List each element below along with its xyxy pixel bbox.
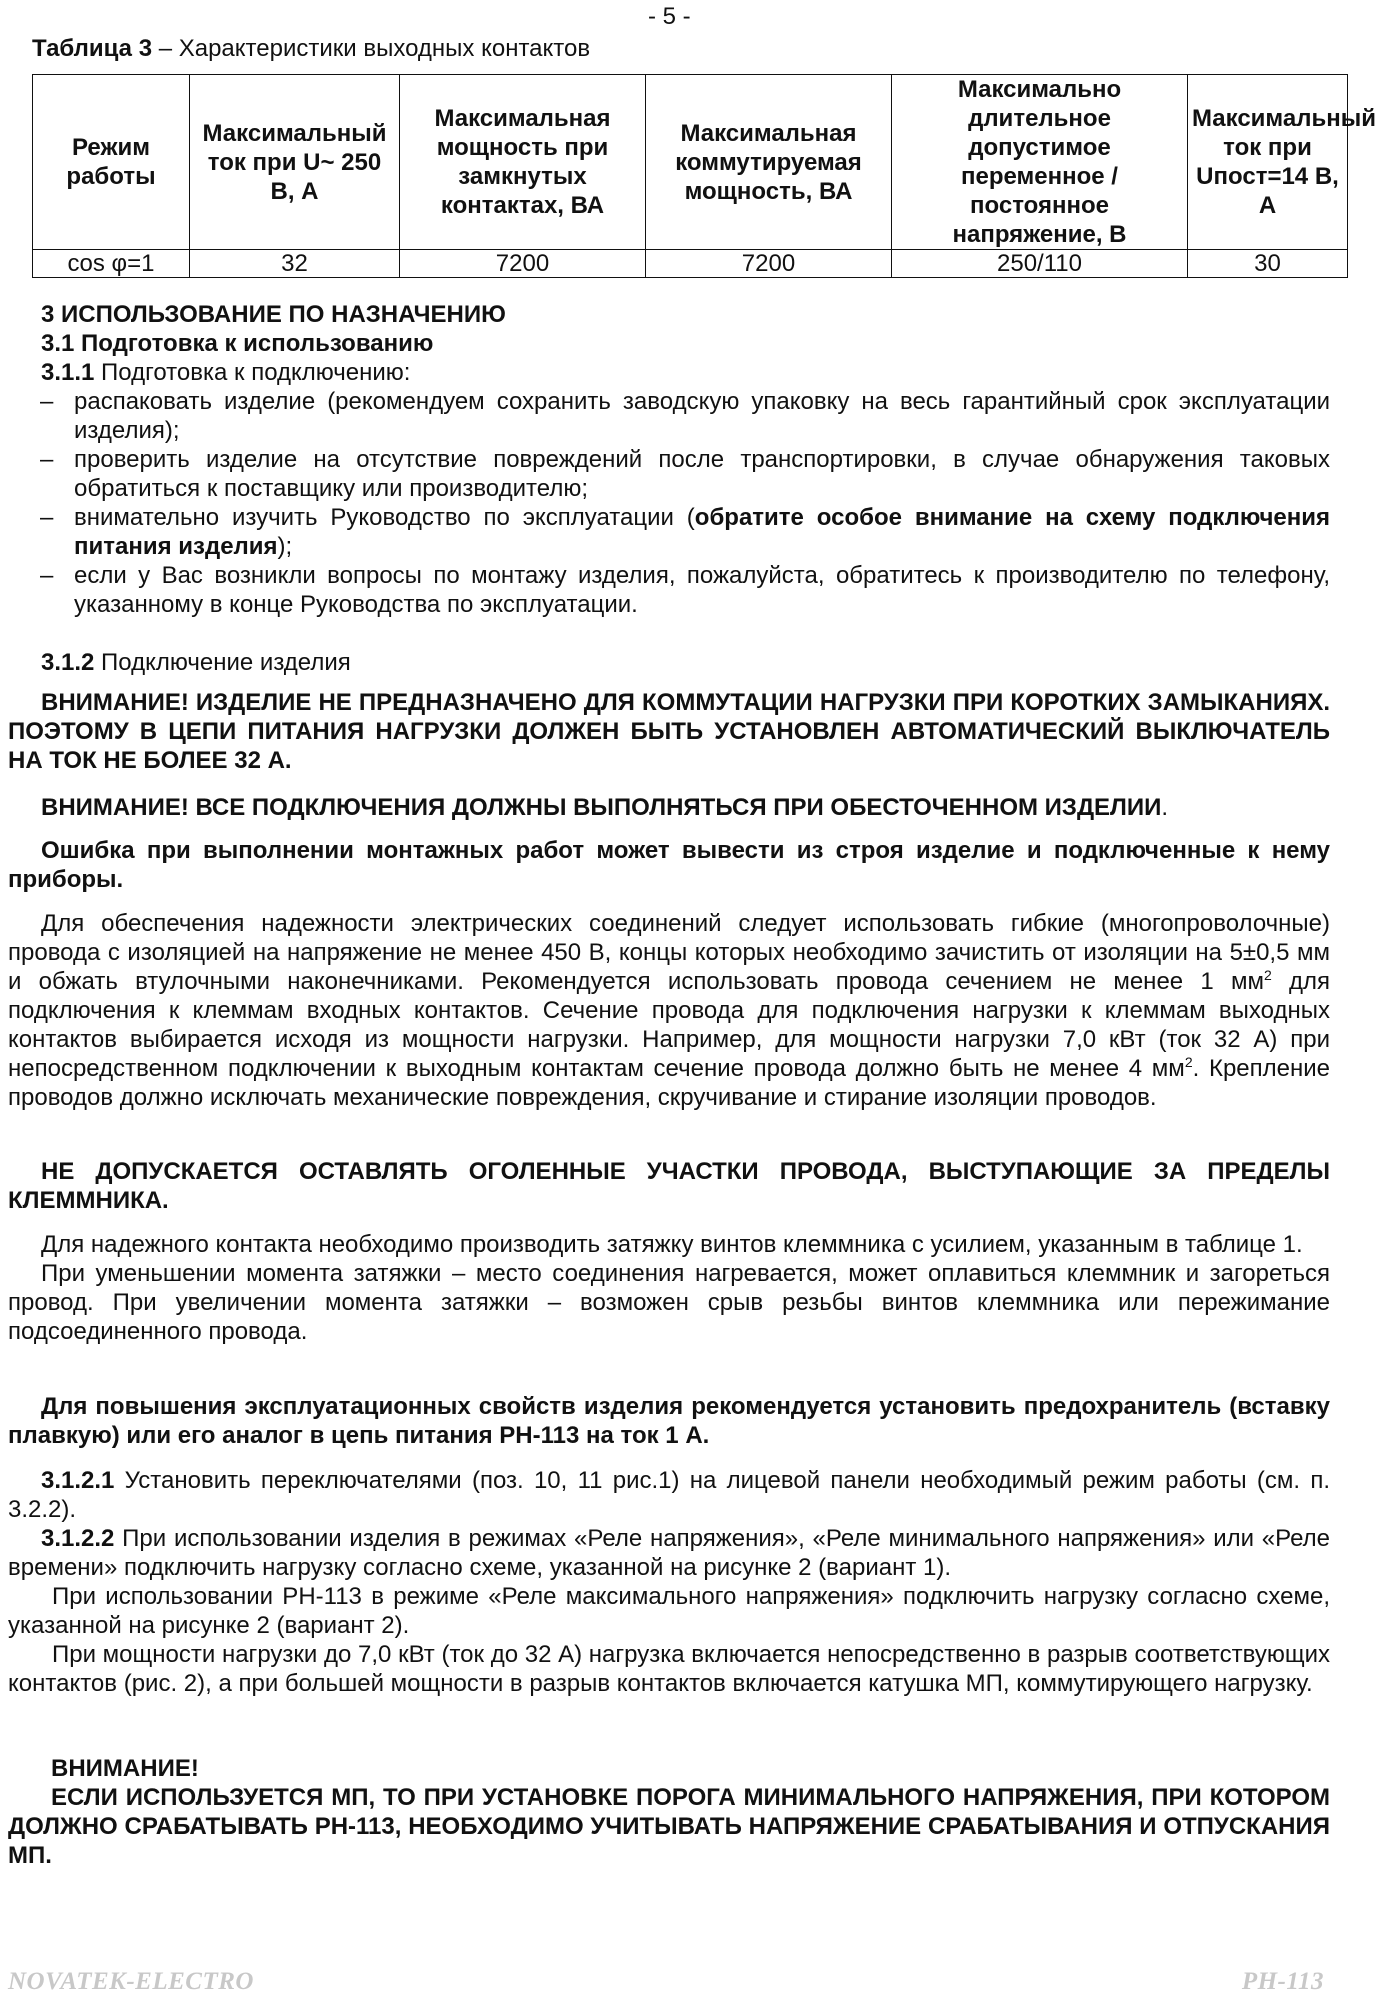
step-number: 3.1.2 [41, 649, 95, 676]
step-3-1-2 [8, 648, 1330, 677]
warning-end: . [1161, 794, 1169, 821]
warning-short-circuit [8, 688, 1330, 775]
list-item-text: ); [277, 533, 293, 560]
step-number: 3.1.1 [41, 359, 95, 386]
warning-text: Ошибка при выполнении монтажных работ может вывести из строя изделие и подключенные к нему приборы. [8, 837, 1330, 893]
table-row [33, 250, 1348, 278]
footer-model: РН-113 [1241, 1968, 1324, 1995]
table-caption-text: – Характеристики выходных контактов [152, 35, 591, 62]
list-item [8, 503, 1330, 561]
list-item-text: проверить изделие на отсутствие повреждений после транспортировки, в случае обнаружения таковых обратиться к поставщику или производителю; [74, 446, 1330, 502]
table-header-cell: Максимальный ток при U~ 250 В, А [190, 75, 400, 250]
table-cell: 32 [190, 250, 400, 278]
fuse-recommendation [8, 1392, 1330, 1450]
final-warning [8, 1754, 1330, 1870]
step-number: 3.1.2.2 [41, 1525, 115, 1552]
step-text: Установить переключателями (поз. 10, 11 рис.1) на лицевой панели необходимый режим работы (см. п. 3.2.2). [8, 1467, 1330, 1523]
paragraph-text: Для обеспечения надежности электрических соединений следует использовать гибкие (многопроволочные) провода с изоляцией на напряжение не менее 450 В, концы которых необходимо зачистить от изоляции на 5±0,5 мм и обжать втулочными наконечниками. Рекомендуется использовать провода сечением не менее 1 мм [8, 910, 1330, 995]
dash-marker: – [40, 504, 54, 531]
warning-text: ВНИМАНИЕ! ВСЕ ПОДКЛЮЧЕНИЯ ДОЛЖНЫ ВЫПОЛНЯТЬСЯ ПРИ ОБЕСТОЧЕННОМ ИЗДЕЛИИ [41, 794, 1162, 821]
final-warning-text: ЕСЛИ ИСПОЛЬЗУЕТСЯ МП, ТО ПРИ УСТАНОВКЕ ПОРОГА МИНИМАЛЬНОГО НАПРЯЖЕНИЯ, ПРИ КОТОРОМ ДОЛЖНО СРАБАТЫВАТЬ РН-113, НЕОБХОДИМО УЧИТЫВАТЬ НАПРЯЖЕНИЕ СРАБАТЫВАНИЯ И ОТПУСКАНИЯ МП. [8, 1784, 1330, 1869]
section-title: 3 ИСПОЛЬЗОВАНИЕ ПО НАЗНАЧЕНИЮ [41, 301, 506, 328]
wires-paragraph [8, 909, 1330, 1112]
paragraph-text: При уменьшении момента затяжки – место соединения нагревается, может оплавиться клеммник и загореться провод. При увеличении момента затяжки – возможен срыв резьбы винтов клеммника или пережимание подсоединенного провода. [8, 1260, 1330, 1345]
table-cell: cos φ=1 [33, 250, 190, 278]
table-cell: 30 [1188, 250, 1348, 278]
list-item-emphasis: обратите особое внимание на схему подключения питания изделия [74, 504, 1331, 560]
list-item [8, 561, 1330, 619]
table-header-cell: Режим работы [33, 75, 190, 250]
table-cell: 250/110 [892, 250, 1188, 278]
warning-installation-error [8, 836, 1330, 894]
dash-marker: – [40, 446, 54, 473]
warning-text: ВНИМАНИЕ! ИЗДЕЛИЕ НЕ ПРЕДНАЗНАЧЕНО ДЛЯ КОММУТАЦИИ НАГРУЗКИ ПРИ КОРОТКИХ ЗАМЫКАНИЯХ. ПОЭТОМУ В ЦЕПИ ПИТАНИЯ НАГРУЗКИ ДОЛЖЕН БЫТЬ УСТАНОВЛЕН АВТОМАТИЧЕСКИЙ ВЫКЛЮЧАТЕЛЬ НА ТОК НЕ БОЛЕЕ 32 А. [8, 689, 1330, 774]
final-warning-title: ВНИМАНИЕ! [51, 1755, 199, 1782]
subsection-title: 3.1 Подготовка к использованию [41, 330, 434, 357]
paragraph-text: для подключения к клеммам входных контактов. Сечение провода для подключения нагрузки к клеммам выходных контактов выбирается исходя из мощности нагрузки. Например, для мощности нагрузки 7,0 кВт (ток 32 А) при непосредственном подключении к выходным контактам сечение провода должно быть не менее 4 мм [8, 968, 1331, 1082]
footer-brand: NOVATEK-ELECTRO [8, 1968, 254, 1995]
section-3 [8, 300, 1330, 619]
dash-marker: – [40, 388, 54, 415]
paragraph-text: При использовании РН-113 в режиме «Реле максимального напряжения» подключить нагрузку согласно схеме, указанной на рисунке 2 (вариант 2). [8, 1583, 1330, 1639]
list-item [8, 445, 1330, 503]
table-header-cell: Максимальная мощность при замкнутых контактах, ВА [400, 75, 646, 250]
warning-power-off [8, 793, 1330, 822]
output-contacts-table [32, 74, 1376, 278]
superscript: 2 [1263, 967, 1272, 983]
step-number: 3.1.2.1 [41, 1467, 115, 1494]
table-header-cell: Максимальный ток при Uпост=14 В, А [1188, 75, 1348, 250]
list-item [8, 387, 1330, 445]
table-caption [32, 34, 590, 63]
warning-text: НЕ ДОПУСКАЕТСЯ ОСТАВЛЯТЬ ОГОЛЕННЫЕ УЧАСТКИ ПРОВОДА, ВЫСТУПАЮЩИЕ ЗА ПРЕДЕЛЫ КЛЕММНИКА. [8, 1158, 1330, 1214]
table-cell: 7200 [400, 250, 646, 278]
step-text: Подготовка к подключению: [94, 359, 411, 386]
table-header-cell: Максимальная коммутируемая мощность, ВА [646, 75, 892, 250]
warning-text: Для повышения эксплуатационных свойств изделия рекомендуется установить предохранитель (вставку плавкую) или его аналог в цепь питания РН-113 на ток 1 А. [8, 1393, 1330, 1449]
paragraph-text: . Крепление проводов должно исключать механические повреждения, скручивание и стирание изоляции проводов. [8, 1055, 1330, 1111]
warning-bare-wire [8, 1157, 1330, 1215]
step-3-1-1 [8, 358, 1330, 387]
list-item-text: внимательно изучить Руководство по эксплуатации ( [74, 504, 695, 531]
paragraph-text: Для надежного контакта необходимо производить затяжку винтов клеммника с усилием, указанным в таблице 1. [41, 1231, 1303, 1258]
preparation-list [8, 387, 1330, 619]
dash-marker: – [40, 562, 54, 589]
table-header-row [33, 75, 1348, 250]
table-caption-label: Таблица 3 [32, 35, 153, 62]
list-item-text: если у Вас возникли вопросы по монтажу изделия, пожалуйста, обратитесь к производителю по телефону, указанному в конце Руководства по эксплуатации. [74, 562, 1330, 618]
step-text: При использовании изделия в режимах «Реле напряжения», «Реле минимального напряжения» или «Реле времени» подключить нагрузку согласно схеме, указанной на рисунке 2 (вариант 1). [8, 1525, 1330, 1581]
table-cell: 7200 [646, 250, 892, 278]
page-number: - 5 - [648, 3, 691, 30]
torque-paragraphs [8, 1230, 1330, 1346]
step-text: Подключение изделия [94, 649, 351, 676]
connection-steps [8, 1466, 1330, 1698]
superscript: 2 [1184, 1054, 1193, 1070]
paragraph-text: При мощности нагрузки до 7,0 кВт (ток до 32 А) нагрузка включается непосредственно в разрыв соответствующих контактов (рис. 2), а при большей мощности в разрыв контактов включается катушка МП, коммутирующего нагрузку. [8, 1641, 1330, 1697]
list-item-text: распаковать изделие (рекомендуем сохранить заводскую упаковку на весь гарантийный срок эксплуатации изделия); [74, 388, 1330, 444]
table-header-cell: Максимально длительное допустимое переменное / постоянное напряжение, В [892, 75, 1188, 250]
